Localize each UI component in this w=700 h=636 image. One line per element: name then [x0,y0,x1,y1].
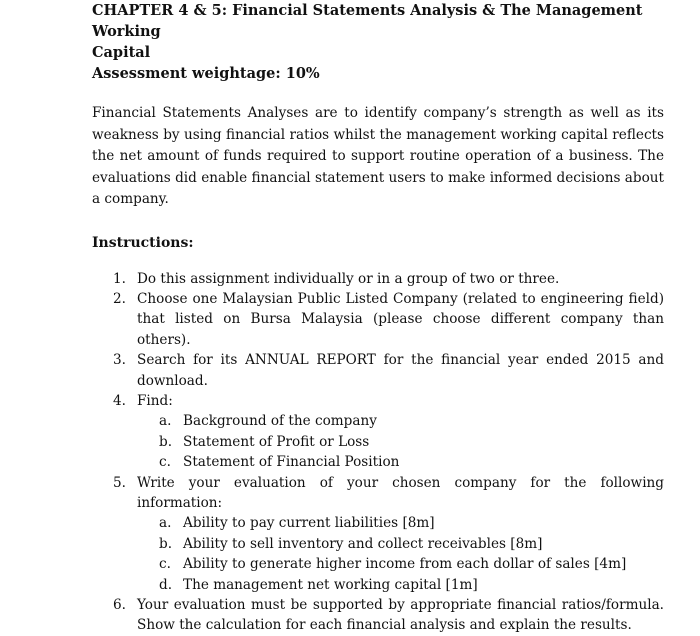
sub-item-text: Statement of Profit or Loss [183,433,370,450]
sub-item [137,554,664,574]
instructions-list [92,269,664,636]
sub-item-letter: b. [159,433,173,450]
chapter-heading [92,0,664,84]
sub-item-letter: b. [159,535,173,552]
sub-item-text: Ability to generate higher income from each dollar of sales [4m] [183,556,627,573]
instruction-item-1 [92,269,664,289]
instruction-item-2 [92,289,664,350]
chapter-title-line-2: Capital [92,44,151,61]
instruction-item-3 [92,350,664,391]
instruction-item-5 [92,473,664,595]
instruction-number: 3. [113,352,126,369]
chapter-title-line-1: CHAPTER 4 & 5: Financial Statements Analysis & The Management Working [92,2,643,40]
instruction-text: Write your evaluation of your chosen company for the following information: [137,474,664,511]
instruction-text: Search for its ANNUAL REPORT for the financial year ended 2015 and download. [137,352,664,389]
sub-item-text: Background of the company [183,413,377,430]
instruction-number: 5. [113,474,126,491]
instruction-text: Find: [137,392,173,409]
sub-item [137,534,664,554]
assessment-weightage: Assessment weightage: 10% [92,65,320,82]
sub-item-text: Ability to pay current liabilities [8m] [183,515,435,532]
intro-paragraph: Financial Statements Analyses are to identify company’s strength as well as its weakness by using financial ratios whilst the management working capital reflects the net amount of funds required to support routine operation of a business. The evaluations did enable financial statement users to make informed decisions about a company. [92,105,664,207]
instruction-text: Choose one Malaysian Public Listed Company (related to engineering field) that listed on Bursa Malaysia (please choose different company than others). [137,290,664,348]
sub-item-letter: c. [159,454,171,471]
instruction-number: 2. [113,290,126,307]
instruction-number: 4. [113,392,126,409]
sub-item [137,452,664,472]
instruction-text: Your evaluation must be supported by appropriate financial ratios/formula. Show the calculation for each financial analysis and explain the results. [137,597,664,634]
sub-item [137,575,664,595]
sub-item-letter: a. [159,515,172,532]
sub-item-text: Statement of Financial Position [183,454,400,471]
sub-item [137,513,664,533]
instruction-item-6 [92,595,664,636]
instructions-title: Instructions: [92,234,194,251]
sub-item-letter: c. [159,556,171,573]
sub-item [137,432,664,452]
sub-item-letter: d. [159,576,173,593]
sub-item-letter: a. [159,413,172,430]
sub-item-text: The management net working capital [1m] [183,576,478,593]
instruction-number: 1. [113,270,126,287]
instruction-text: Do this assignment individually or in a group of two or three. [137,270,560,287]
instruction-number: 6. [113,597,126,613]
instruction-item-4 [92,391,664,473]
find-sublist [137,411,664,472]
sub-item-text: Ability to sell inventory and collect receivables [8m] [183,535,543,552]
sub-item [137,411,664,431]
